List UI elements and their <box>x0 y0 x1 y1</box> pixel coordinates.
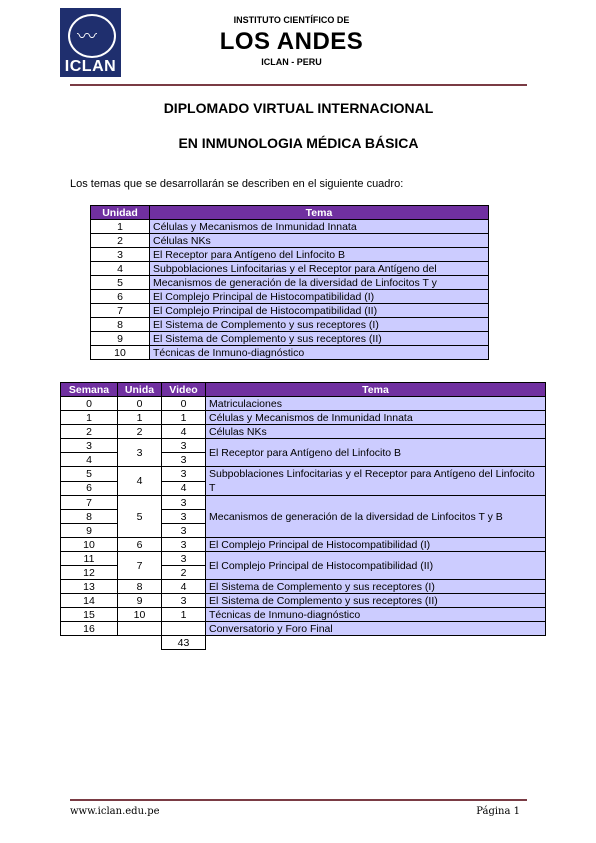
units-header-tema: Tema <box>150 206 489 220</box>
unit-topic: Mecanismos de generación de la diversidad de Linfocitos T y <box>150 276 489 290</box>
week-number: 16 <box>61 622 118 636</box>
unit-number: 2 <box>91 234 150 248</box>
table-row <box>61 397 546 411</box>
week-number: 14 <box>61 594 118 608</box>
institute-country: ICLAN - PERU <box>261 57 322 67</box>
unit-topic: Células y Mecanismos de Inmunidad Innata <box>150 220 489 234</box>
schedule-topic: El Sistema de Complemento y sus receptores (I) <box>206 580 546 594</box>
week-number: 6 <box>61 481 118 496</box>
video-count: 4 <box>162 481 206 496</box>
blank-cell <box>61 636 118 650</box>
schedule-header-video: Video <box>162 383 206 397</box>
week-number: 1 <box>61 411 118 425</box>
unit-topic: El Complejo Principal de Histocompatibilidad (II) <box>150 304 489 318</box>
blank-cell <box>118 636 162 650</box>
week-number: 5 <box>61 467 118 482</box>
unit-topic: El Sistema de Complemento y sus receptores (I) <box>150 318 489 332</box>
institute-name: LOS ANDES <box>219 28 364 55</box>
footer-rule <box>70 799 527 801</box>
week-number: 7 <box>61 496 118 510</box>
video-count: 1 <box>162 411 206 425</box>
table-row <box>61 608 546 622</box>
units-table <box>90 205 489 360</box>
table-row <box>61 622 546 636</box>
week-number: 12 <box>61 566 118 580</box>
table-row <box>91 290 489 304</box>
week-number: 4 <box>61 453 118 467</box>
schedule-header-semana: Semana <box>61 383 118 397</box>
unit-number: 6 <box>91 290 150 304</box>
unit-number: 6 <box>118 538 162 552</box>
table-row <box>91 262 489 276</box>
schedule-topic: Conversatorio y Foro Final <box>206 622 546 636</box>
unit-number: 8 <box>118 580 162 594</box>
page-number: Página 1 <box>476 806 520 817</box>
table-row <box>61 594 546 608</box>
video-count: 3 <box>162 594 206 608</box>
unit-topic: Técnicas de Inmuno-diagnóstico <box>150 346 489 360</box>
unit-topic: El Receptor para Antígeno del Linfocito B <box>150 248 489 262</box>
table-row <box>91 276 489 290</box>
video-count <box>162 622 206 636</box>
total-videos: 43 <box>162 636 206 650</box>
unit-topic: Subpoblaciones Linfocitarias y el Receptor para Antígeno del <box>150 262 489 276</box>
unit-number: 2 <box>118 425 162 439</box>
table-row <box>61 552 546 566</box>
table-row <box>61 467 546 482</box>
video-count: 3 <box>162 496 206 510</box>
schedule-topic: El Complejo Principal de Histocompatibilidad (I) <box>206 538 546 552</box>
schedule-topic: Células y Mecanismos de Inmunidad Innata <box>206 411 546 425</box>
video-count: 2 <box>162 566 206 580</box>
video-count: 4 <box>162 425 206 439</box>
schedule-header-unidad: Unida <box>118 383 162 397</box>
unit-number: 9 <box>118 594 162 608</box>
schedule-topic: Técnicas de Inmuno-diagnóstico <box>206 608 546 622</box>
video-count: 3 <box>162 524 206 538</box>
doc-title-2: EN INMUNOLOGIA MÉDICA BÁSICA <box>178 135 419 151</box>
institute-line1: INSTITUTO CIENTÍFICO DE <box>233 15 350 25</box>
unit-number: 4 <box>118 467 162 496</box>
schedule-topic: Subpoblaciones Linfocitarias y el Receptor para Antígeno del Linfocito T <box>206 467 546 496</box>
schedule-topic: Mecanismos de generación de la diversidad de Linfocitos T y B <box>206 496 546 538</box>
table-row <box>91 318 489 332</box>
week-number: 9 <box>61 524 118 538</box>
logo-bird-icon: 〰 <box>77 26 97 48</box>
schedule-topic: El Sistema de Complemento y sus receptores (II) <box>206 594 546 608</box>
unit-number: 9 <box>91 332 150 346</box>
header-rule <box>70 84 527 86</box>
video-count: 3 <box>162 552 206 566</box>
unit-number: 5 <box>91 276 150 290</box>
unit-number: 5 <box>118 496 162 538</box>
footer-url: www.iclan.edu.pe <box>70 806 160 817</box>
unit-number: 3 <box>118 439 162 467</box>
unit-number: 10 <box>91 346 150 360</box>
unit-topic: Células NKs <box>150 234 489 248</box>
week-number: 3 <box>61 439 118 453</box>
week-number: 0 <box>61 397 118 411</box>
schedule-topic: Células NKs <box>206 425 546 439</box>
week-number: 11 <box>61 552 118 566</box>
video-count: 4 <box>162 580 206 594</box>
blank-cell <box>206 636 546 650</box>
doc-title-1: DIPLOMADO VIRTUAL INTERNACIONAL <box>163 100 434 116</box>
unit-topic: El Sistema de Complemento y sus receptores (II) <box>150 332 489 346</box>
week-number: 10 <box>61 538 118 552</box>
unit-number: 3 <box>91 248 150 262</box>
unit-number: 4 <box>91 262 150 276</box>
total-row <box>61 636 546 650</box>
table-row <box>91 346 489 360</box>
table-row <box>91 234 489 248</box>
unit-number: 1 <box>118 411 162 425</box>
week-number: 8 <box>61 510 118 524</box>
video-count: 3 <box>162 453 206 467</box>
table-row <box>61 439 546 453</box>
table-row <box>61 425 546 439</box>
logo-text: ICLAN <box>64 58 117 75</box>
unit-number: 0 <box>118 397 162 411</box>
unit-number: 1 <box>91 220 150 234</box>
table-row <box>61 580 546 594</box>
video-count: 3 <box>162 510 206 524</box>
video-count: 3 <box>162 467 206 482</box>
week-number: 2 <box>61 425 118 439</box>
units-header-unidad: Unidad <box>91 206 150 220</box>
unit-number: 7 <box>91 304 150 318</box>
schedule-topic: El Receptor para Antígeno del Linfocito B <box>206 439 546 467</box>
unit-number: 10 <box>118 608 162 622</box>
unit-topic: El Complejo Principal de Histocompatibilidad (I) <box>150 290 489 304</box>
unit-number: 7 <box>118 552 162 580</box>
schedule-table <box>60 382 546 650</box>
video-count: 0 <box>162 397 206 411</box>
unit-number: 8 <box>91 318 150 332</box>
table-row <box>91 248 489 262</box>
week-number: 13 <box>61 580 118 594</box>
week-number: 15 <box>61 608 118 622</box>
schedule-topic: El Complejo Principal de Histocompatibilidad (II) <box>206 552 546 580</box>
intro-text: Los temas que se desarrollarán se describen en el siguiente cuadro: <box>70 178 404 190</box>
video-count: 3 <box>162 439 206 453</box>
schedule-header-tema: Tema <box>206 383 546 397</box>
table-row <box>61 496 546 510</box>
table-row <box>91 332 489 346</box>
video-count: 1 <box>162 608 206 622</box>
unit-number <box>118 622 162 636</box>
iclan-logo <box>60 8 121 77</box>
table-row <box>91 220 489 234</box>
schedule-topic: Matriculaciones <box>206 397 546 411</box>
table-row <box>61 411 546 425</box>
table-row <box>61 538 546 552</box>
video-count: 3 <box>162 538 206 552</box>
table-row <box>91 304 489 318</box>
